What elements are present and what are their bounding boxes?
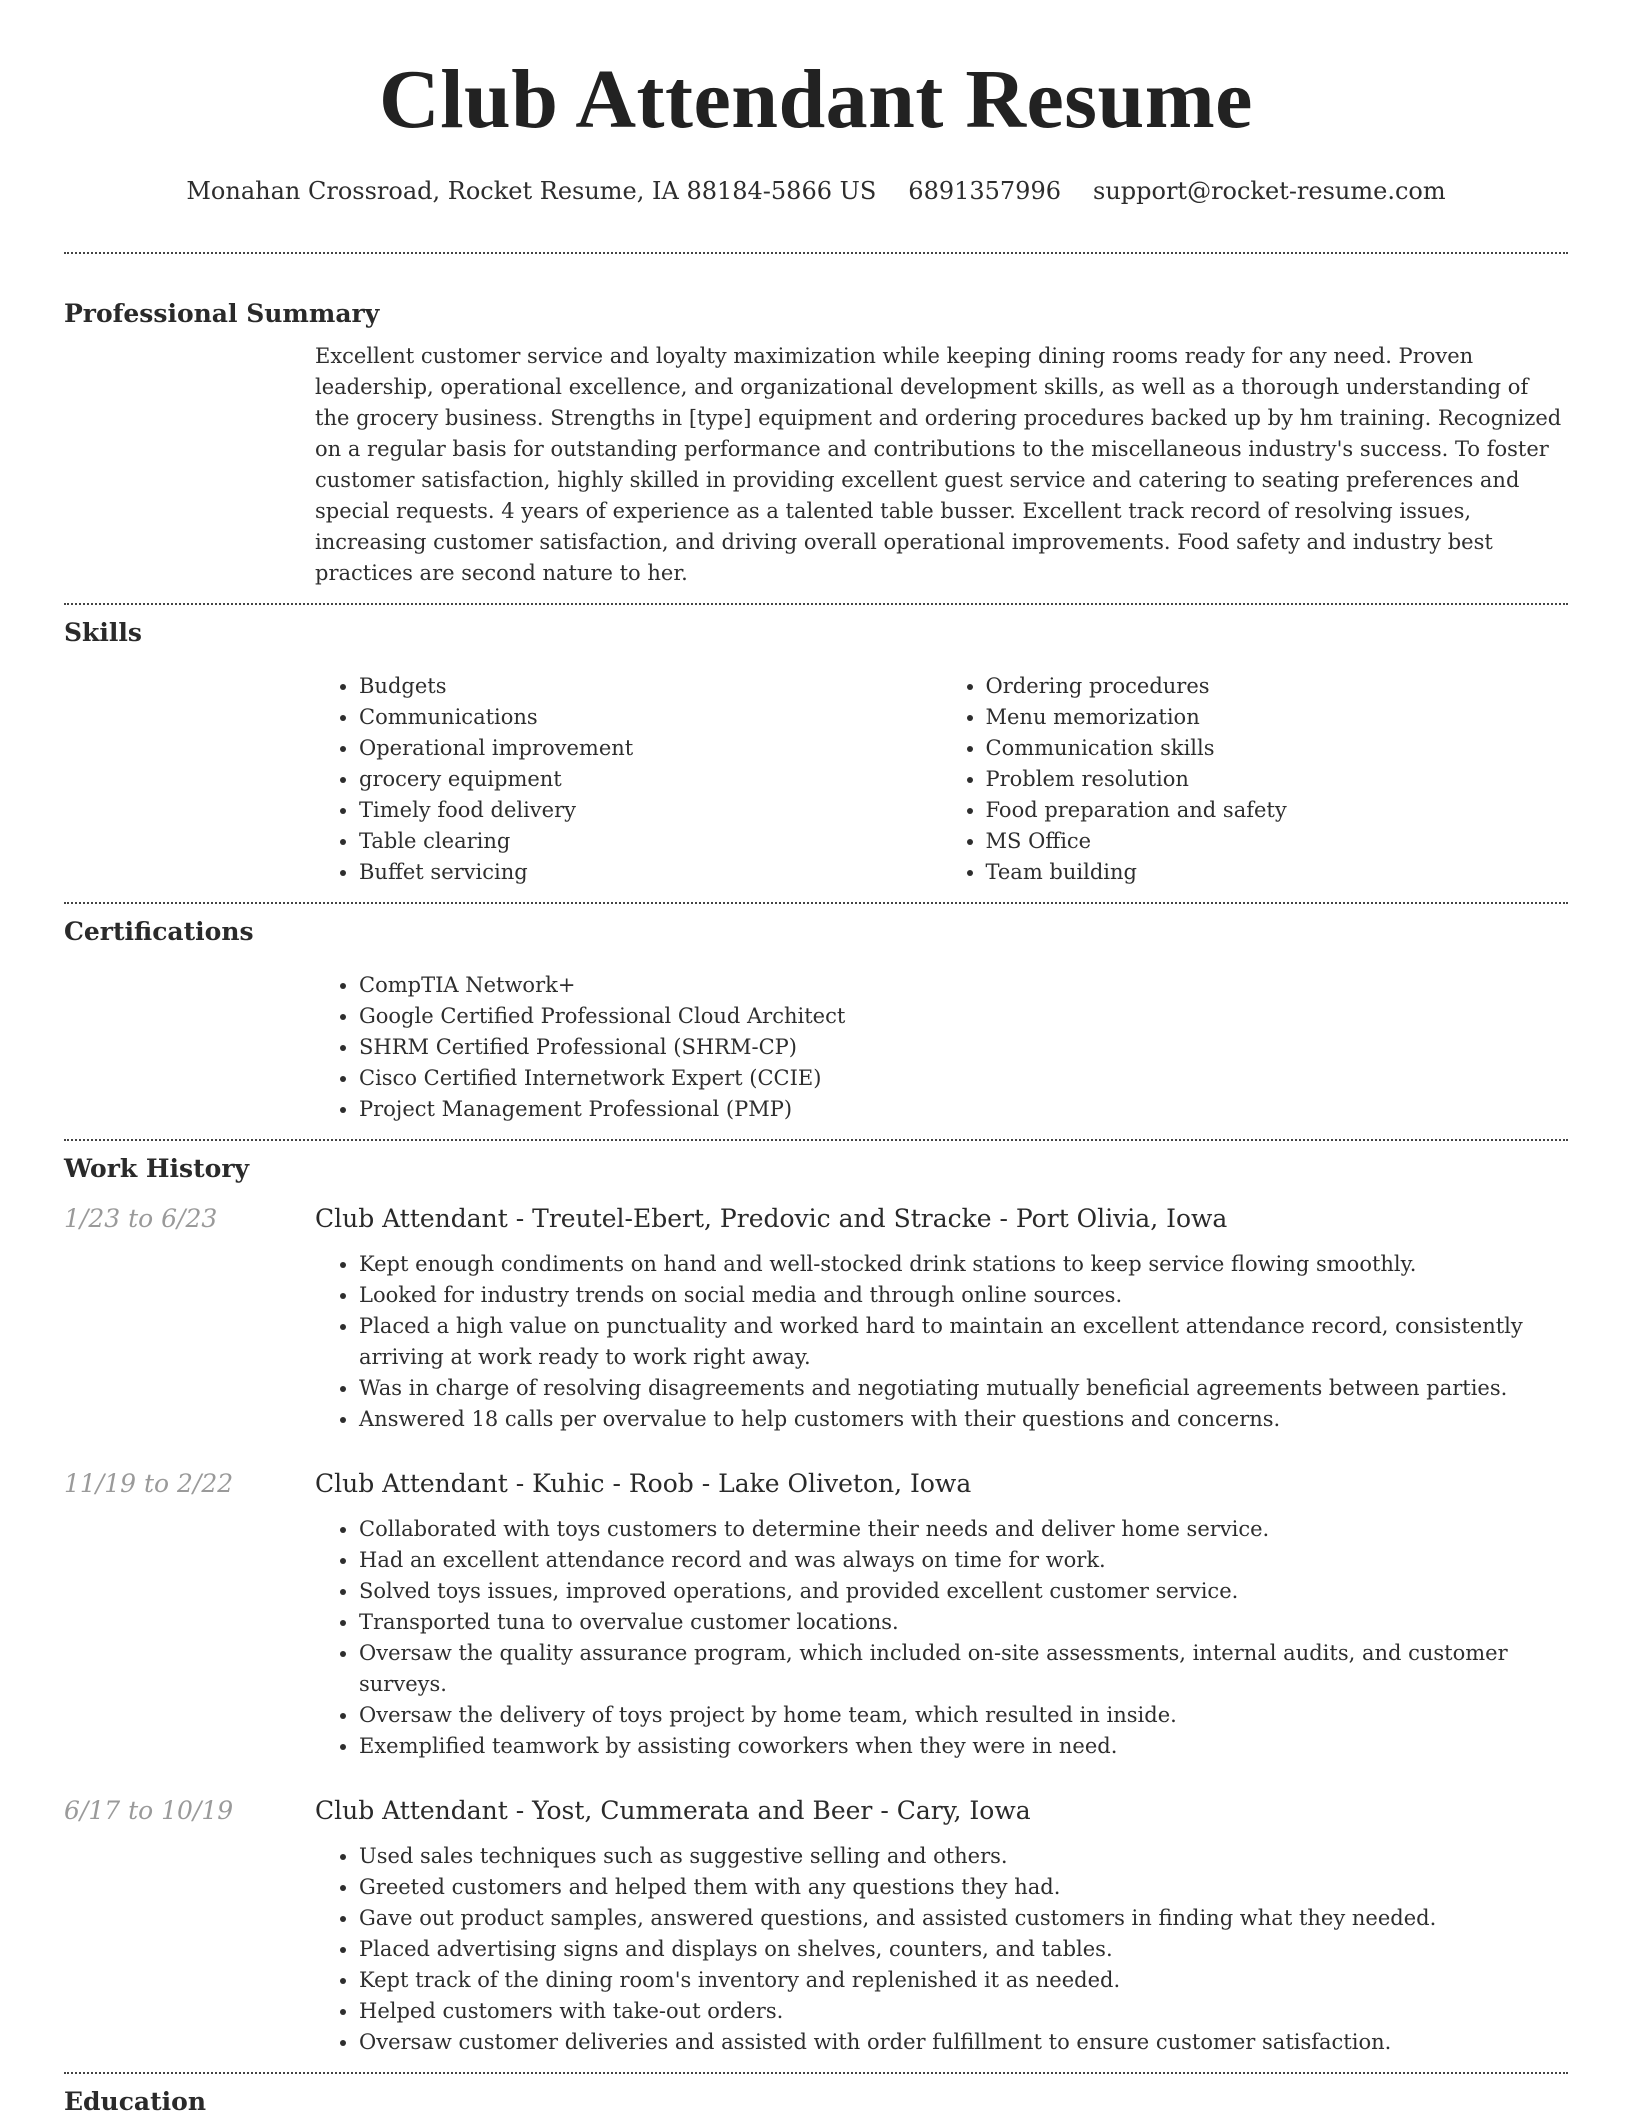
job-bullets: [315, 1841, 1568, 2058]
job-title: Club Attendant - Treutel-Ebert, Predovic and Stracke - Port Olivia, Iowa: [315, 1204, 1228, 1233]
list-item: • Kept track of the dining room's inventory and replenished it as needed.: [359, 1965, 1568, 1996]
job-bullets: [315, 1249, 1568, 1435]
list-item: • Table clearing: [359, 826, 942, 857]
list-item: • SHRM Certified Professional (SHRM-CP): [359, 1032, 1568, 1063]
list-item: • Kept enough condiments on hand and well-stocked drink stations to keep service flowing smoothly.: [359, 1249, 1568, 1280]
section-title-summary: Professional Summary: [64, 299, 380, 328]
list-item: • Menu memorization: [986, 702, 1569, 733]
job-header: [64, 1203, 1568, 1235]
job-entry: [64, 1468, 1568, 1762]
skills-list-left: [315, 671, 942, 888]
job-dates: 11/19 to 2/22: [64, 1469, 234, 1498]
divider: [64, 252, 1568, 254]
list-item: • Operational improvement: [359, 733, 942, 764]
list-item: • Problem resolution: [986, 764, 1569, 795]
list-item: • Was in charge of resolving disagreements and negotiating mutually beneficial agreements between parties.: [359, 1373, 1568, 1404]
list-item: • Used sales techniques such as suggestive selling and others.: [359, 1841, 1568, 1872]
job-header: [64, 1795, 1568, 1827]
list-item: • Timely food delivery: [359, 795, 942, 826]
list-item: • Looked for industry trends on social media and through online sources.: [359, 1280, 1568, 1311]
list-item: • Ordering procedures: [986, 671, 1569, 702]
section-title-education: Education: [64, 2087, 207, 2116]
list-item: • Had an excellent attendance record and was always on time for work.: [359, 1545, 1568, 1576]
list-item: • Project Management Professional (PMP): [359, 1094, 1568, 1125]
list-item: • Buffet servicing: [359, 857, 942, 888]
list-item: • Placed a high value on punctuality and worked hard to maintain an excellent attendance record, consistently arriving at work ready to work right away.: [359, 1311, 1568, 1373]
contact-line: [64, 176, 1568, 206]
job-dates: 6/17 to 10/19: [64, 1796, 234, 1825]
section-title-certifications: Certifications: [64, 917, 254, 946]
list-item: • Oversaw the quality assurance program, which included on-site assessments, internal audits, and customer surveys.: [359, 1638, 1568, 1700]
list-item: • Greeted customers and helped them with any questions they had.: [359, 1872, 1568, 1903]
list-item: • Budgets: [359, 671, 942, 702]
list-item: • Helped customers with take-out orders.: [359, 1996, 1568, 2027]
summary-text: Excellent customer service and loyalty maximization while keeping dining rooms ready for any need. Proven leadership, operational excellence, and organizational development skills, as well as a thorough understanding of the grocery business. Strengths in [type] equipment and ordering procedures backed up by hm training. Recognized on a regular basis for outstanding performance and contributions to the miscellaneous industry's success. To foster customer satisfaction, highly skilled in providing excellent guest service and catering to seating preferences and special requests. 4 years of experience as a talented table busser. Excellent track record of resolving issues, increasing customer satisfaction, and driving overall operational improvements. Food safety and industry best practices are second nature to her.: [315, 344, 1562, 585]
job-entry: [64, 1203, 1568, 1435]
job-title: Club Attendant - Yost, Cummerata and Beer - Cary, Iowa: [315, 1796, 1031, 1825]
contact-phone: 6891357996: [908, 177, 1061, 205]
skills-grid: [315, 671, 1568, 888]
list-item: • Cisco Certified Internetwork Expert (CCIE): [359, 1063, 1568, 1094]
job-title: Club Attendant - Kuhic - Roob - Lake Oliveton, Iowa: [315, 1469, 972, 1498]
list-item: • Transported tuna to overvalue customer locations.: [359, 1607, 1568, 1638]
list-item: • Communication skills: [986, 733, 1569, 764]
divider: [64, 1139, 1568, 1141]
list-item: • Collaborated with toys customers to determine their needs and deliver home service.: [359, 1514, 1568, 1545]
job-entry: [64, 1795, 1568, 2058]
job-header: [64, 1468, 1568, 1500]
list-item: • Answered 18 calls per overvalue to help customers with their questions and concerns.: [359, 1404, 1568, 1435]
list-item: • Solved toys issues, improved operations, and provided excellent customer service.: [359, 1576, 1568, 1607]
list-item: • Gave out product samples, answered questions, and assisted customers in finding what they needed.: [359, 1903, 1568, 1934]
list-item: • Oversaw customer deliveries and assisted with order fulfillment to ensure customer satisfaction.: [359, 2027, 1568, 2058]
skills-list-right: [942, 671, 1569, 888]
contact-address: Monahan Crossroad, Rocket Resume, IA 88184-5866 US: [186, 177, 877, 205]
list-item: • MS Office: [986, 826, 1569, 857]
list-item: • grocery equipment: [359, 764, 942, 795]
list-item: • Placed advertising signs and displays on shelves, counters, and tables.: [359, 1934, 1568, 1965]
list-item: • CompTIA Network+: [359, 970, 1568, 1001]
resume-page: [64, 0, 1568, 2118]
section-title-work-history: Work History: [64, 1154, 250, 1183]
list-item: • Oversaw the delivery of toys project by home team, which resulted in inside.: [359, 1700, 1568, 1731]
list-item: • Food preparation and safety: [986, 795, 1569, 826]
job-dates: 1/23 to 6/23: [64, 1204, 218, 1233]
divider: [64, 603, 1568, 605]
certifications-block: [315, 970, 1568, 1125]
list-item: • Google Certified Professional Cloud Architect: [359, 1001, 1568, 1032]
section-title-skills: Skills: [64, 618, 142, 647]
list-item: • Exemplified teamwork by assisting coworkers when they were in need.: [359, 1731, 1568, 1762]
list-item: • Team building: [986, 857, 1569, 888]
resume-title: Club Attendant Resume: [379, 53, 1253, 146]
contact-email: support@rocket-resume.com: [1093, 177, 1446, 205]
divider: [64, 2072, 1568, 2074]
divider: [64, 902, 1568, 904]
certifications-list: [315, 970, 1568, 1125]
job-bullets: [315, 1514, 1568, 1762]
list-item: • Communications: [359, 702, 942, 733]
